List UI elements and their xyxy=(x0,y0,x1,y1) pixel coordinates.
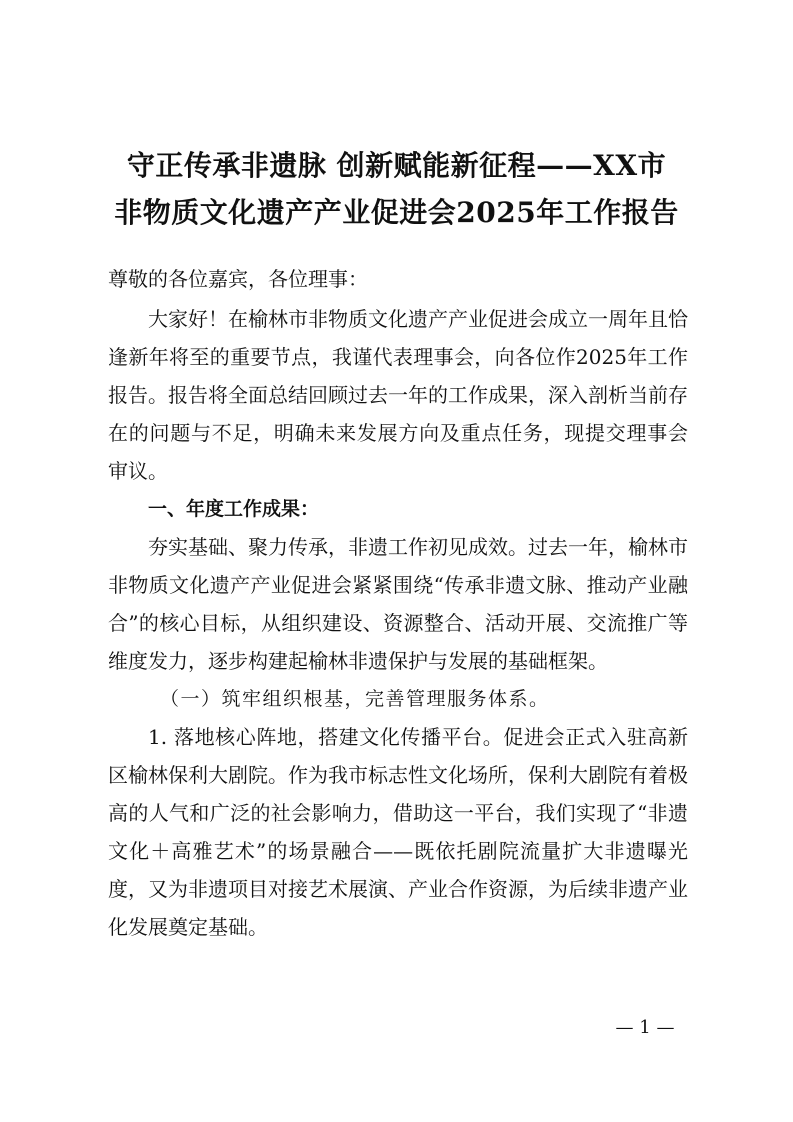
intro-line: 审议。 xyxy=(108,459,168,483)
item-line: 文化＋高雅艺术”的场景融合——既依托剧院流量扩大非遗曝光 xyxy=(108,839,688,863)
section-line: 非物质文化遗产产业促进会紧紧围绕“传承非遗文脉、推动产业融 xyxy=(108,573,688,597)
intro-line: 在的问题与不足，明确未来发展方向及重点任务，现提交理事会 xyxy=(108,421,688,445)
document-title-line-2: 非物质文化遗产产业促进会2025年工作报告 xyxy=(114,196,679,229)
intro-line: 逢新年将至的重要节点，我谨代表理事会，向各位作2025年工作 xyxy=(108,345,688,369)
section-line: 夯实基础、聚力传承，非遗工作初见成效。过去一年，榆林市 xyxy=(148,535,688,559)
section-heading: 一、年度工作成果： xyxy=(148,498,320,520)
item-line: 度，又为非遗项目对接艺术展演、产业合作资源，为后续非遗产业 xyxy=(108,877,688,901)
item-line: 高的人气和广泛的社会影响力，借助这一平台，我们实现了“非遗 xyxy=(108,801,688,825)
intro-line: 大家好！在榆林市非物质文化遗产产业促进会成立一周年且恰 xyxy=(148,307,688,331)
document-title-line-1: 守正传承非遗脉 创新赋能新征程——XX市 xyxy=(126,149,667,182)
intro-line: 报告。报告将全面总结回顾过去一年的工作成果，深入剖析当前存 xyxy=(108,383,688,407)
page-number: — 1 — xyxy=(615,1017,675,1038)
section-line: 维度发力，逐步构建起榆林非遗保护与发展的基础框架。 xyxy=(108,649,608,673)
item-line: 区榆林保利大剧院。作为我市标志性文化场所，保利大剧院有着极 xyxy=(108,763,688,787)
item-line: 化发展奠定基础。 xyxy=(108,915,268,939)
subsection-heading: （一）筑牢组织根基，完善管理服务体系。 xyxy=(160,688,550,710)
item-line: 1. 落地核心阵地，搭建文化传播平台。促进会正式入驻高新 xyxy=(148,725,688,749)
section-line: 合”的核心目标，从组织建设、资源整合、活动开展、交流推广等 xyxy=(108,611,688,635)
salutation: 尊敬的各位嘉宾，各位理事： xyxy=(108,267,368,291)
